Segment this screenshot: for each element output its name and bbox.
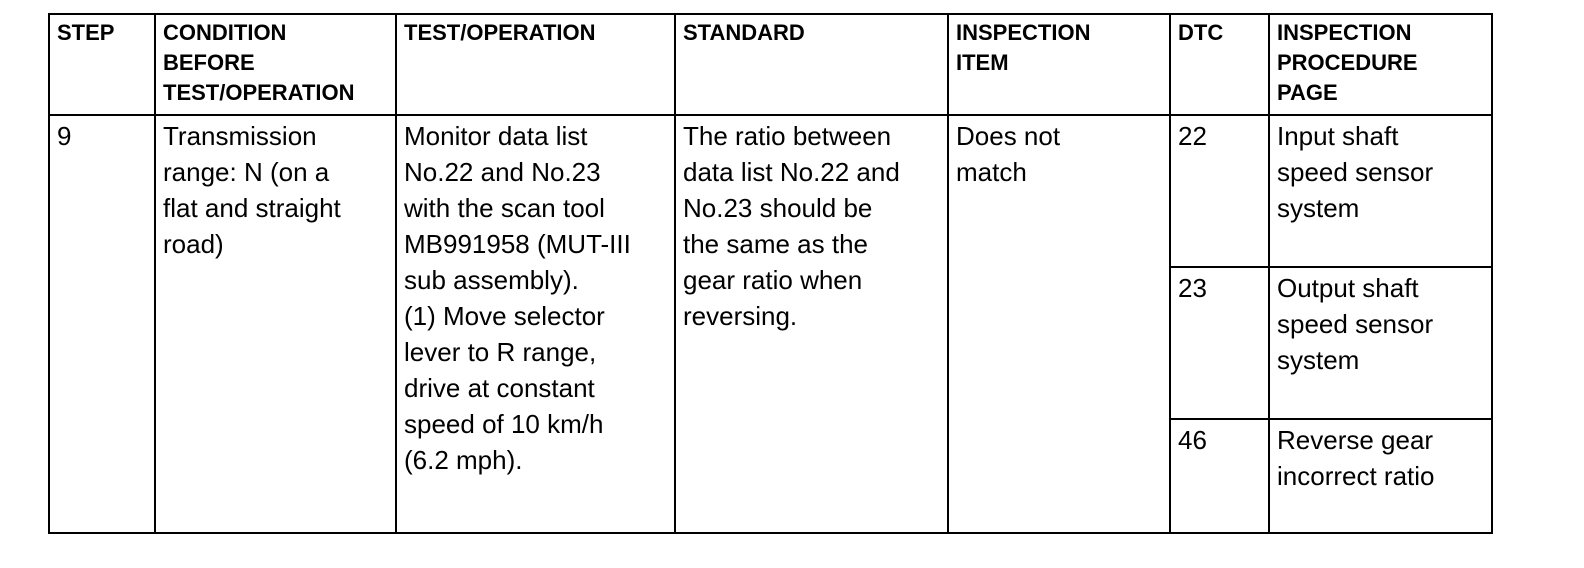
header-standard: STANDARD	[675, 14, 948, 115]
header-row	[49, 14, 1492, 115]
header-dtc: DTC	[1170, 14, 1269, 115]
procedure-page-cell: Output shaft speed sensor system	[1269, 267, 1492, 419]
procedure-page-cell: Input shaft speed sensor system	[1269, 115, 1492, 267]
step-cell: 9	[49, 115, 155, 533]
procedure-page-cell: Reverse gear incorrect ratio	[1269, 419, 1492, 533]
dtc-code-cell: 46	[1170, 419, 1269, 533]
dtc-code-cell: 23	[1170, 267, 1269, 419]
header-procedure-page: INSPECTION PROCEDURE PAGE	[1269, 14, 1492, 115]
header-test-operation: TEST/OPERATION	[396, 14, 675, 115]
header-inspection-item: INSPECTION ITEM	[948, 14, 1170, 115]
condition-cell: Transmission range: N (on a flat and straight road)	[155, 115, 396, 533]
dtc-code-cell: 22	[1170, 115, 1269, 267]
test-operation-cell: Monitor data list No.22 and No.23 with the scan tool MB991958 (MUT-III sub assembly). (1) Move selector lever to R range, drive at constant speed of 10 km/h (6.2 mph).	[396, 115, 675, 533]
standard-cell: The ratio between data list No.22 and No.23 should be the same as the gear ratio when reversing.	[675, 115, 948, 533]
header-step: STEP	[49, 14, 155, 115]
table-row	[49, 115, 1492, 267]
header-condition: CONDITION BEFORE TEST/OPERATION	[155, 14, 396, 115]
inspection-item-cell: Does not match	[948, 115, 1170, 533]
inspection-table	[48, 13, 1493, 534]
